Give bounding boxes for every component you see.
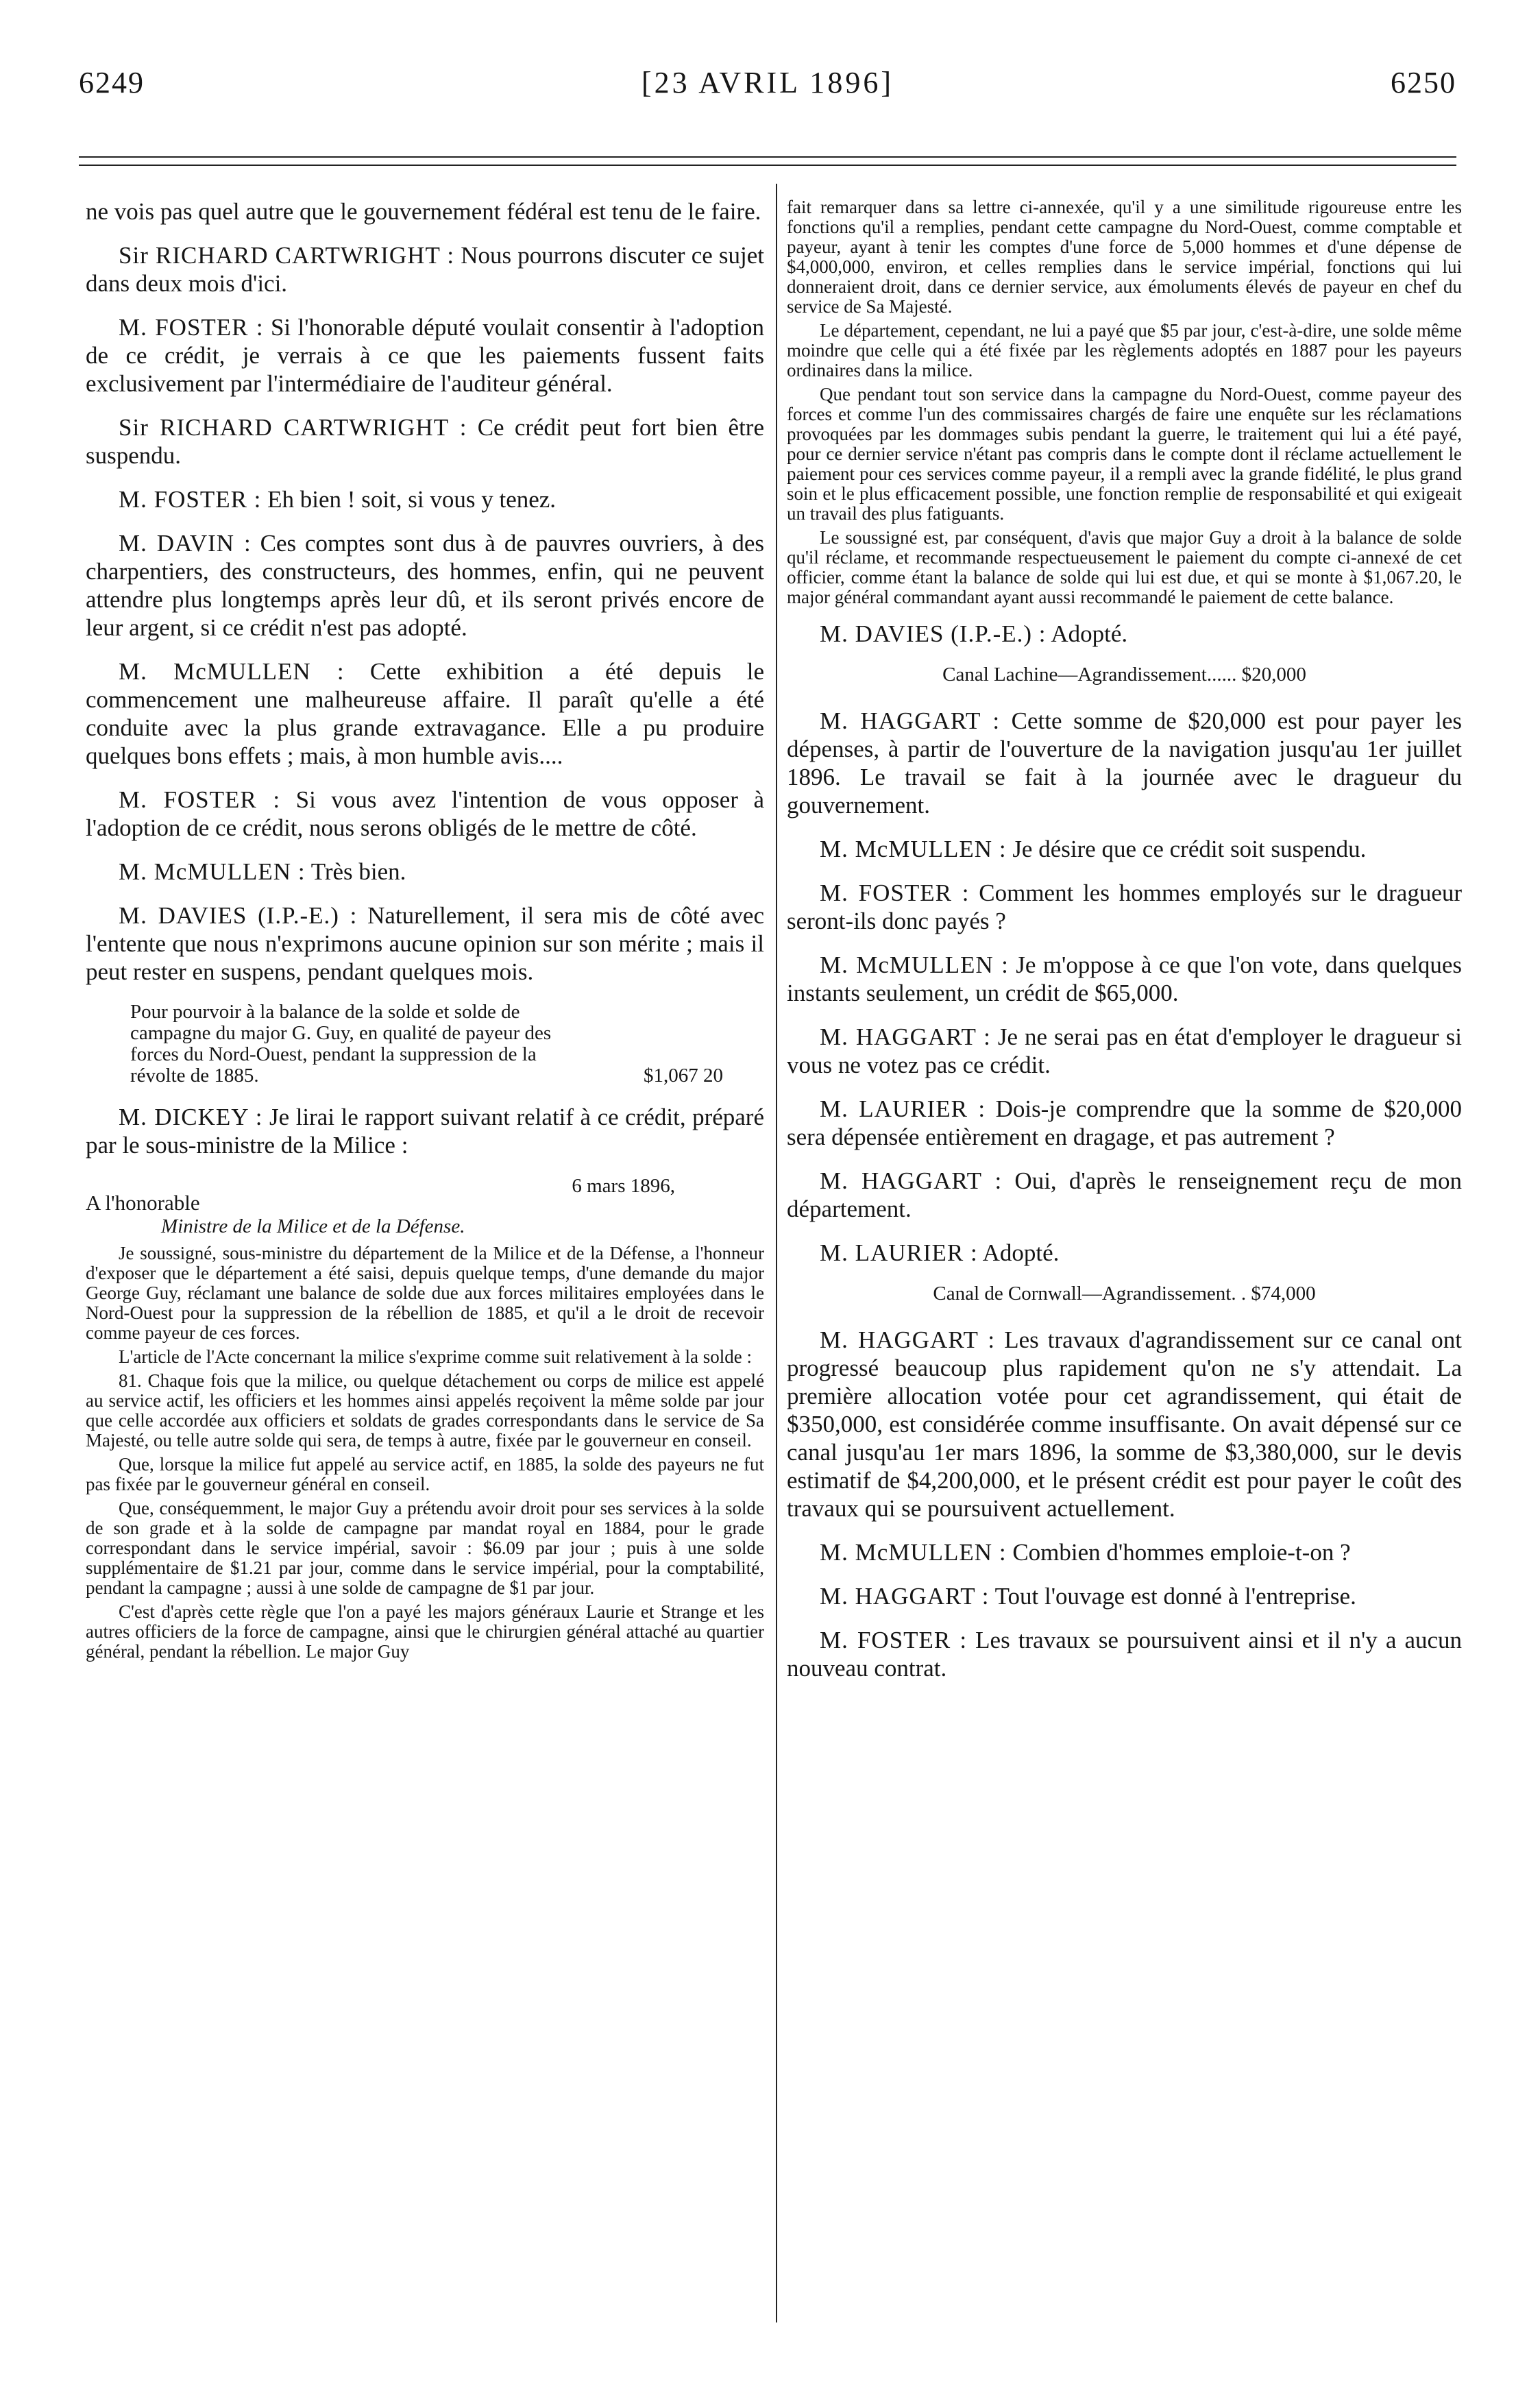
header-rule-top [79,156,1456,158]
letter-paragraph: Je soussigné, sous-ministre du département de la Milice et de la Défense, a l'honneur d'exposer que le département a été saisi, depuis quelque temps, d'une demande du major George Guy, réclamant une balance de solde due aux forces militaires employées dans le Nord-Ouest pour la suppression de la rébellion de 1885, et qu'il a le droit de recevoir comme payeur de ces forces. [86,1243,764,1343]
paragraph-text: $20,000 [1241,664,1306,686]
paragraph [86,901,764,986]
paragraph [86,485,764,513]
paragraph-text: Nous pourrons discuter ce sujet dans deux mois d'ici. [86,242,765,297]
column-divider [776,184,777,2322]
speaker: M. DICKEY : [119,1104,263,1130]
budget-heading [787,1283,1462,1305]
paragraph-text: ne vois pas quel autre que le gouvernement fédéral est tenu de le faire. [86,198,761,225]
speaker: M. McMULLEN : [119,858,306,885]
paragraph-text: Je lirai le rapport suivant relatif à ce crédit, préparé par le sous-ministre de la Milice : [86,1104,764,1158]
speaker: M. DAVIN : [119,530,252,557]
letter-paragraph: C'est d'après cette règle que l'on a payé les majors généraux Laurie et Strange et les autres officiers de la force de campagne, ainsi que le chirurgien général attaché au quartier général, pendant la rébellion. Le major Guy [86,1601,764,1662]
paragraph-text: Je ne serai pas en état d'employer le dragueur si vous ne votez pas ce crédit. [787,1023,1462,1078]
paragraph [86,413,764,470]
letter-paragraph: 81. Chaque fois que la milice, ou quelque détachement ou corps de milice est appelé au service actif, les officiers et les hommes ainsi appelés reçoivent la même solde par jour que celle accordée aux officiers et soldats de grades correspondants dans le service de Sa Majesté, ou telle autre solde qui sera, de temps à autre, fixée par le gouverneur en conseil. [86,1370,764,1451]
speaker: M. FOSTER : [820,1627,968,1653]
speaker: M. McMULLEN : [119,658,345,685]
paragraph [787,1167,1462,1223]
paragraph-text: Ce crédit peut fort bien être suspendu. [86,414,764,469]
paragraph-text: Naturellement, il sera mis de côté avec l'entente que nous n'exprimons aucune opinion sur son mérite ; mais il peut rester en suspens, pendant quelques mois. [86,902,764,985]
speaker: M. HAGGART : [820,1326,996,1353]
letter-paragraph: Que, conséquemment, le major Guy a prétendu avoir droit pour ses services à la solde de son grade et à la solde de campagne par mandat royal en 1884, pour le grade correspondant dans le service impérial, savoir : $6.09 par jour ; puis à une solde supplémentaire de $1.21 par jour, comme dans le service impérial, pour la comptabilité, pendant la campagne ; aussi à une solde de campagne de $1 par jour. [86,1498,764,1598]
paragraph-text: $74,000 [1251,1283,1316,1305]
speaker: M. McMULLEN : [820,1539,1007,1566]
letter-paragraph: L'article de l'Acte concernant la milice s'exprime comme suit relativement à la solde : [119,1346,752,1367]
paragraph-text: Je m'oppose à ce que l'on vote, dans quelques instants seulement, un crédit de $65,000. [787,951,1463,1006]
letter-paragraph: fait remarquer dans sa lettre ci-annexée, qu'il y a une similitude rigoureuse entre les fonctions qu'il a remplies, pendant cette campagne du Nord-Ouest, comme comptable et payeur, ayant à tenir les comptes d'une force de 5,000 hommes et d'une dépense de $4,000,000, environ, et celles remplies dans le service impérial, fonctions qui lui donneraient droit, dans ce dernier service, aux émoluments élevés de payeur en chef du service de Sa Majesté. [787,197,1462,317]
letter-paragraph: Que pendant tout son service dans la campagne du Nord-Ouest, comme payeur des forces et comme l'un des commissaires chargés de faire une enquête sur les réclamations provoquées par les dommages subis pendant la guerre, le traitement qui lui a été payé, pour ce dernier service n'étant pas compris dans le compte dont il réclame actuellement le paiement pour ces services comme payeur, il a rempli avec la grande fidélité, le plus grand soin et le plus efficacement possible, une fonction remplie de responsabilité et qui exigeait un travail des plus fatiguants. [787,384,1462,524]
paragraph [86,858,764,886]
paragraph [86,657,764,770]
paragraph [787,835,1462,863]
speaker: M. HAGGART : [820,707,1001,734]
paragraph-text: Eh bien ! soit, si vous y tenez. [267,486,557,513]
paragraph [86,197,764,226]
paragraph [86,529,764,642]
paragraph [787,620,1462,648]
left-column [86,197,764,1666]
paragraph [86,241,764,298]
letter-paragraph: Que, lorsque la milice fut appelé au service actif, en 1885, la solde des payeurs ne fut pas fixée par le gouverneur général en conseil. [86,1454,764,1494]
paragraph-text: Je désire que ce crédit soit suspendu. [1012,836,1367,862]
speaker: Sir RICHARD CARTWRIGHT : [119,414,467,441]
paragraph [787,1582,1462,1610]
paragraph-text: Si l'honorable député voulait consentir à l'adoption de ce crédit, je verrais à ce que les paiements fussent faits exclusivement par l'intermédiaire de l'auditeur général. [86,314,764,397]
paragraph-text: Canal de Cornwall—Agrandissement. . [933,1283,1247,1305]
speaker: M. LAURIER : [820,1095,986,1122]
paragraph-text: Tout l'ouvage est donné à l'entreprise. [994,1583,1356,1610]
speaker: M. HAGGART : [820,1023,991,1050]
letter-date: 6 mars 1896, [572,1175,675,1197]
paragraph [86,786,764,842]
paragraph-text: Adopté. [1051,620,1128,647]
paragraph-text: Cette exhibition a été depuis le commencement une malheureuse affaire. Il paraît qu'elle a été conduite avec la plus grande extravagance. Elle a pu produire quelques bons effets ; mais, à mon humble avis.... [86,658,765,769]
speaker: M. FOSTER : [119,314,264,341]
letter-paragraph: Le soussigné est, par conséquent, d'avis que major Guy a droit à la balance de solde qu'il réclame, et recommande respectueusement le paiement du compte ci-annexé de cet officier, comme étant la balance de solde qui lui est due, et qui se monte à $1,067.20, le major général commandant ayant aussi recommandé le paiement de cette balance. [787,527,1462,607]
paragraph-text: Très bien. [310,858,406,885]
letter-address: A l'honorable [86,1191,200,1215]
paragraph-text: Canal Lachine—Agrandissement...... [942,664,1237,686]
speaker: M. FOSTER : [119,486,262,513]
paragraph-text: Adopté. [982,1239,1060,1266]
right-column [787,197,1462,1698]
paragraph [787,951,1462,1007]
speaker: M. FOSTER : [119,786,281,813]
budget-item [86,1002,764,1087]
letter-paragraph: Le département, cependant, ne lui a payé que $5 par jour, c'est-à-dire, une solde même moindre que celle qui a été fixée par les règlements adoptés en 1887 pour les payeurs ordinaires dans la milice. [787,320,1462,380]
paragraph-text: Ces comptes sont dus à de pauvres ouvriers, à des charpentiers, des constructeurs, des hommes, enfin, qui ne peuvent attendre plus longtemps après leur dû, et ils seront privés encore de leur argent, si ce crédit n'est pas adopté. [86,530,765,641]
page-header [79,65,1456,113]
paragraph [787,707,1462,819]
paragraph-text: Oui, d'après le renseignement reçu de mon département. [787,1167,1463,1222]
paragraph [787,1326,1462,1523]
speaker: M. LAURIER : [820,1239,978,1266]
paragraph-text: Cette somme de $20,000 est pour payer les dépenses, à partir de l'ouverture de la navigation jusqu'au 1er juillet 1896. Le travail se fait à la journée avec le dragueur du gouvernement. [787,707,1463,818]
paragraph-text: Les travaux d'agrandissement sur ce canal ont progressé beaucoup plus rapidement qu'on ne s'y attendait. La première allocation votée pour cet agrandissement, qui était de $350,000, est considérée comme insuffisante. On avait dépensé sur ce canal jusqu'au 1er mars 1896, la somme de $3,380,000, sur le devis estimatif de $4,200,000, et le présent crédit est pour payer le coût des travaux qui se poursuivent actuellement. [787,1326,1462,1522]
speaker: M. DAVIES (I.P.-E.) : [820,620,1047,647]
page-number-left: 6249 [79,66,145,99]
paragraph [787,1239,1462,1267]
header-date: [23 AVRIL 1896] [641,66,894,99]
paragraph [787,879,1462,935]
paragraph [787,1626,1462,1682]
speaker: M. McMULLEN : [820,951,1009,978]
header-rule-bottom [79,165,1456,166]
paragraph [787,1023,1462,1079]
speaker: M. DAVIES (I.P.-E.) : [119,902,358,929]
paragraph-text: Combien d'hommes emploie-t-on ? [1012,1539,1351,1566]
speaker: M. FOSTER : [820,879,970,906]
paragraph-text: Les travaux se poursuivent ainsi et il n'y a aucun nouveau contrat. [787,1627,1463,1682]
speaker: M. HAGGART : [820,1583,990,1610]
page-number-right: 6250 [1391,66,1456,99]
budget-heading [787,664,1462,686]
item-amount: $1,067 20 [644,1065,723,1087]
speaker: Sir RICHARD CARTWRIGHT : [119,242,455,269]
paragraph-text: Dois-je comprendre que la somme de $20,000 sera dépensée entièrement en dragage, et pas autrement ? [787,1095,1463,1150]
speaker: M. HAGGART : [820,1167,1003,1194]
paragraph [86,313,764,398]
paragraph-text: Si vous avez l'intention de vous opposer à l'adoption de ce crédit, nous serons obligés de le mettre de côté. [86,786,764,841]
item-description: Pour pourvoir à la balance de la solde et solde de campagne du major G. Guy, en qualité de payeur des forces du Nord-Ouest, pendant la suppression de la révolte de 1885. [130,1001,552,1087]
speaker: M. McMULLEN : [820,836,1007,862]
letter-address-title: Ministre de la Milice et de la Défense. [161,1215,465,1237]
paragraph-text: Comment les hommes employés sur le dragueur seront-ils donc payés ? [787,879,1463,934]
paragraph [787,1538,1462,1566]
paragraph [787,1095,1462,1151]
paragraph [86,1103,764,1159]
